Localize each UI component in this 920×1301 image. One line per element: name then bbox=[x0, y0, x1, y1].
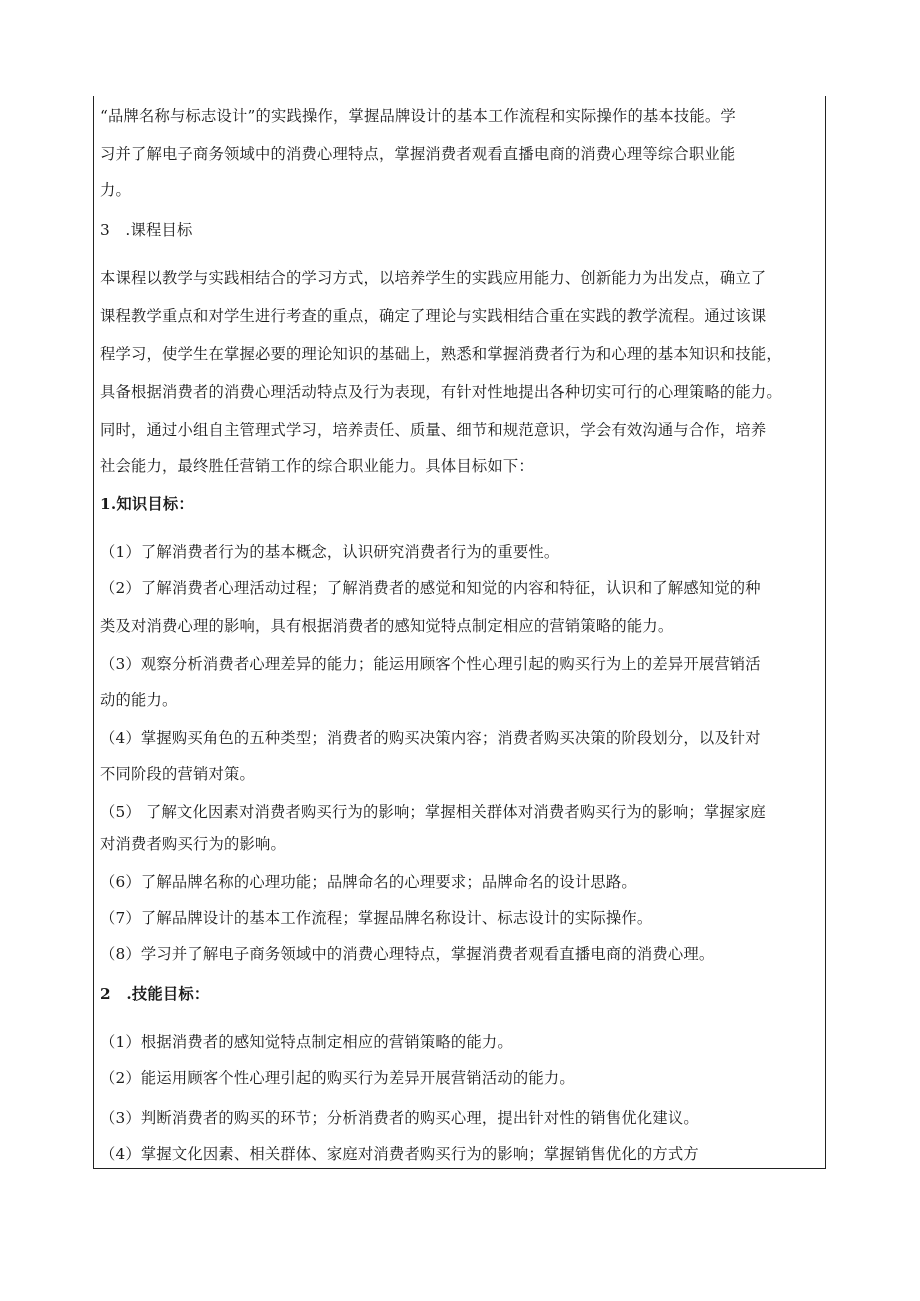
section-heading-course-goals: 3 .课程目标 bbox=[100, 221, 193, 239]
knowledge-item-4-cont: 不同阶段的营销对策。 bbox=[100, 765, 255, 783]
intro-line-2: 习并了解电子商务领域中的消费心理特点，掌握消费者观看直播电商的消费心理等综合职业能 bbox=[100, 145, 736, 163]
goals-line-5: 同时，通过小组自主管理式学习，培养责任、质量、细节和规范意识，学会有效沟通与合作，培养 bbox=[100, 421, 767, 439]
knowledge-item-1: （1）了解消费者行为的基本概念，认识研究消费者行为的重要性。 bbox=[100, 543, 560, 561]
skills-item-2: （2）能运用顾客个性心理引起的购买行为差异开展营销活动的能力。 bbox=[100, 1069, 575, 1087]
skills-item-3: （3）判断消费者的购买的环节；分析消费者的购买心理，提出针对性的销售优化建议。 bbox=[100, 1109, 699, 1127]
goals-line-6: 社会能力，最终胜任营销工作的综合职业能力。具体目标如下： bbox=[100, 457, 534, 475]
knowledge-goals-heading: 1.知识目标： bbox=[100, 495, 194, 513]
goals-line-3: 程学习，使学生在掌握必要的理论知识的基础上，熟悉和掌握消费者行为和心理的基本知识和技能， bbox=[100, 345, 782, 363]
knowledge-item-2: （2）了解消费者心理活动过程；了解消费者的感觉和知觉的内容和特征，认识和了解感知觉的种 bbox=[100, 579, 761, 597]
goals-line-4: 具备根据消费者的消费心理活动特点及行为表现，有针对性地提出各种切实可行的心理策略的能力。 bbox=[100, 383, 782, 401]
knowledge-item-2-cont: 类及对消费心理的影响，具有根据消费者的感知觉特点制定相应的营销策略的能力。 bbox=[100, 617, 674, 635]
knowledge-item-4: （4）掌握购买角色的五种类型；消费者的购买决策内容；消费者购买决策的阶段划分，以及针对 bbox=[100, 729, 761, 747]
goals-line-2: 课程教学重点和对学生进行考查的重点，确定了理论与实践相结合重在实践的教学流程。通过该课 bbox=[100, 307, 767, 325]
knowledge-item-6: （6）了解品牌名称的心理功能；品牌命名的心理要求；品牌命名的设计思路。 bbox=[100, 873, 637, 891]
goals-line-1: 本课程以教学与实践相结合的学习方式，以培养学生的实践应用能力、创新能力为出发点，确立了 bbox=[100, 269, 767, 287]
knowledge-item-5: （5） 了解文化因素对消费者购买行为的影响；掌握相关群体对消费者购买行为的影响；掌握家庭 bbox=[100, 803, 766, 821]
knowledge-item-5-cont: 对消费者购买行为的影响。 bbox=[100, 835, 286, 853]
skills-item-4: （4）掌握文化因素、相关群体、家庭对消费者购买行为的影响；掌握销售优化的方式方 bbox=[100, 1145, 699, 1163]
intro-line-3: 力。 bbox=[100, 181, 131, 199]
skills-item-1: （1）根据消费者的感知觉特点制定相应的营销策略的能力。 bbox=[100, 1033, 513, 1051]
knowledge-item-3: （3）观察分析消费者心理差异的能力；能运用顾客个性心理引起的购买行为上的差异开展营销活 bbox=[100, 655, 761, 673]
knowledge-item-8: （8）学习并了解电子商务领域中的消费心理特点，掌握消费者观看直播电商的消费心理。 bbox=[100, 945, 715, 963]
intro-line-1: “品牌名称与标志设计”的实践操作，掌握品牌设计的基本工作流程和实际操作的基本技能。学 bbox=[100, 107, 736, 125]
skills-goals-heading: 2 .技能目标： bbox=[100, 985, 210, 1003]
knowledge-item-7: （7）了解品牌设计的基本工作流程；掌握品牌名称设计、标志设计的实际操作。 bbox=[100, 909, 653, 927]
knowledge-item-3-cont: 动的能力。 bbox=[100, 691, 178, 709]
